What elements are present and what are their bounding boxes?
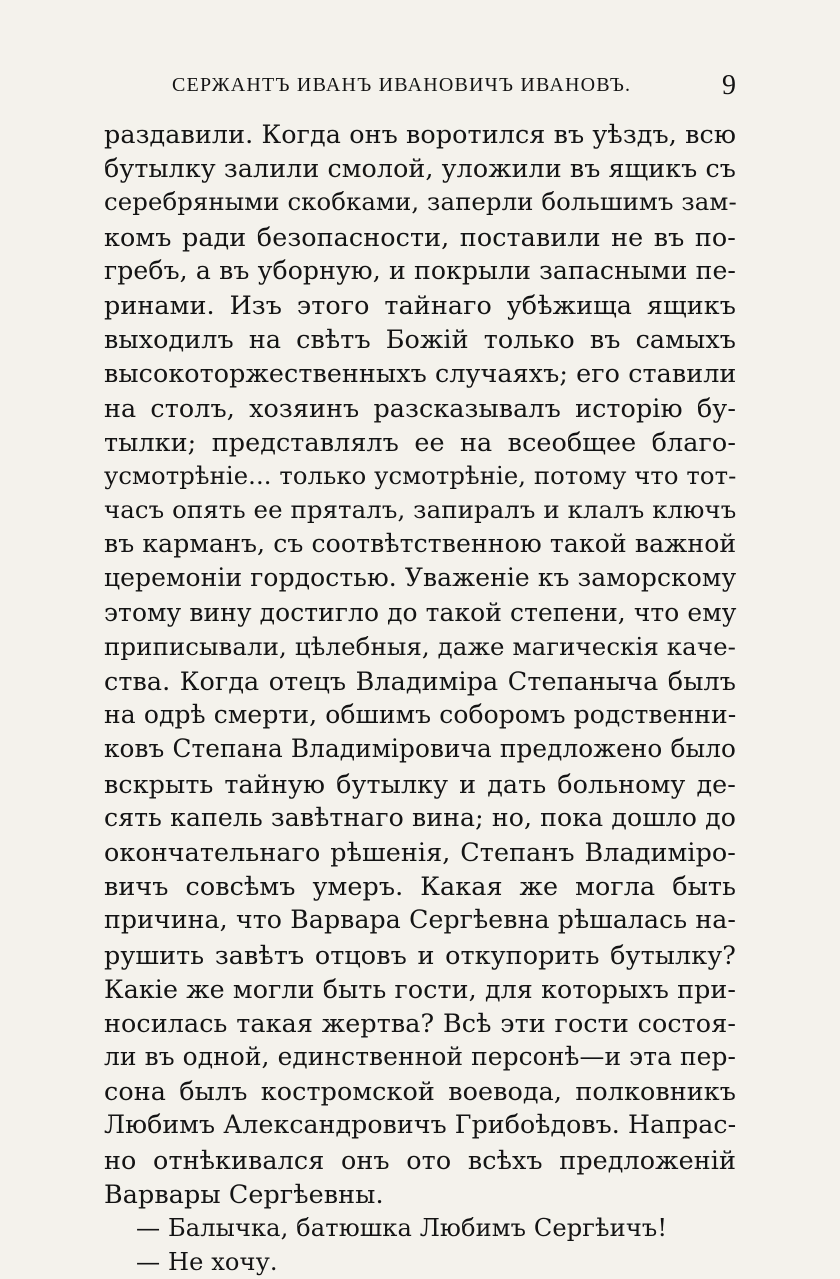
text-line-paragraph-end: Варвары Сергѣевны. xyxy=(104,1178,384,1209)
text-line: на столъ, хозяинъ разсказывалъ исторію бу- xyxy=(104,392,736,423)
text-line: рушить завѣтъ отцовъ и откупорить бутылку? xyxy=(104,939,736,970)
running-head xyxy=(104,72,736,106)
text-line: этому вину достигло до такой степени, что ему xyxy=(104,597,737,627)
text-line: носилась такая жертва? Всѣ эти гости состоя- xyxy=(104,1007,736,1038)
text-line: часъ опять ее пряталъ, запиралъ и клалъ ключъ xyxy=(104,495,737,525)
text-line: причина, что Варвара Сергѣевна рѣшалась на- xyxy=(104,905,736,935)
text-line: вскрыть тайную бутылку и дать больному де- xyxy=(104,768,736,799)
text-line: на одрѣ смерти, обшимъ соборомъ родственни- xyxy=(104,700,737,730)
text-line: вичъ совсѣмъ умеръ. Какая же могла быть xyxy=(104,871,736,902)
text-line: гребъ, а въ уборную, и покрыли запасными пе- xyxy=(104,255,736,285)
text-line: ринами. Изъ этого тайнаго убѣжища ящикъ xyxy=(104,289,736,320)
text-line: ства. Когда отецъ Владиміра Степаныча былъ xyxy=(104,666,736,696)
text-line: сона былъ костромской воевода, полковникъ xyxy=(104,1076,736,1107)
dialogue-line: — Не хочу. xyxy=(136,1248,278,1277)
text-line: выходилъ на свѣтъ Божій только въ самыхъ xyxy=(104,324,736,355)
text-line: тылки; представлялъ ее на всеобщее благо- xyxy=(104,426,736,457)
text-line: ковъ Степана Владиміровича предложено было xyxy=(104,734,736,764)
text-line: ли въ одной, единственной персонѣ—и эта пер- xyxy=(104,1042,737,1072)
body-text xyxy=(104,117,736,1279)
running-title: СЕРЖАНТЪ ИВАНЪ ИВАНОВИЧЪ ИВАНОВЪ. xyxy=(172,74,632,96)
text-line: Любимъ Александровичъ Грибоѣдовъ. Напрас- xyxy=(104,1110,737,1140)
text-line: Какіе же могли быть гости, для которыхъ при- xyxy=(104,973,736,1004)
text-line: бутылку залили смолой, уложили въ ящикъ съ xyxy=(104,153,736,184)
text-line: церемоніи гордостью. Уваженіе къ заморскому xyxy=(104,563,737,593)
text-line: сять капель завѣтнаго вина; но, пока дошло до xyxy=(104,802,736,832)
text-line: приписывали, цѣлебныя, даже магическія каче- xyxy=(104,631,736,661)
text-line: раздавили. Когда онъ воротился въ уѣздъ, всю xyxy=(104,119,737,149)
page-number: 9 xyxy=(722,70,736,101)
text-line: но отнѣкивался онъ ото всѣхъ предложеній xyxy=(104,1144,736,1175)
text-line: окончательнаго рѣшенія, Степанъ Владиміро- xyxy=(104,836,736,867)
text-line: въ карманъ, съ соотвѣтственною такой важной xyxy=(104,529,737,559)
text-line: комъ ради безопасности, поставили не въ по- xyxy=(104,221,736,252)
text-line: высокоторжественныхъ случаяхъ; его ставили xyxy=(104,358,737,389)
dialogue-line: — Балычка, батюшка Любимъ Сергѣичъ! xyxy=(136,1214,668,1242)
text-line: усмотрѣніе... только усмотрѣніе, потому что тот- xyxy=(104,460,737,490)
text-line: серебряными скобками, заперли большимъ зам- xyxy=(104,187,737,217)
